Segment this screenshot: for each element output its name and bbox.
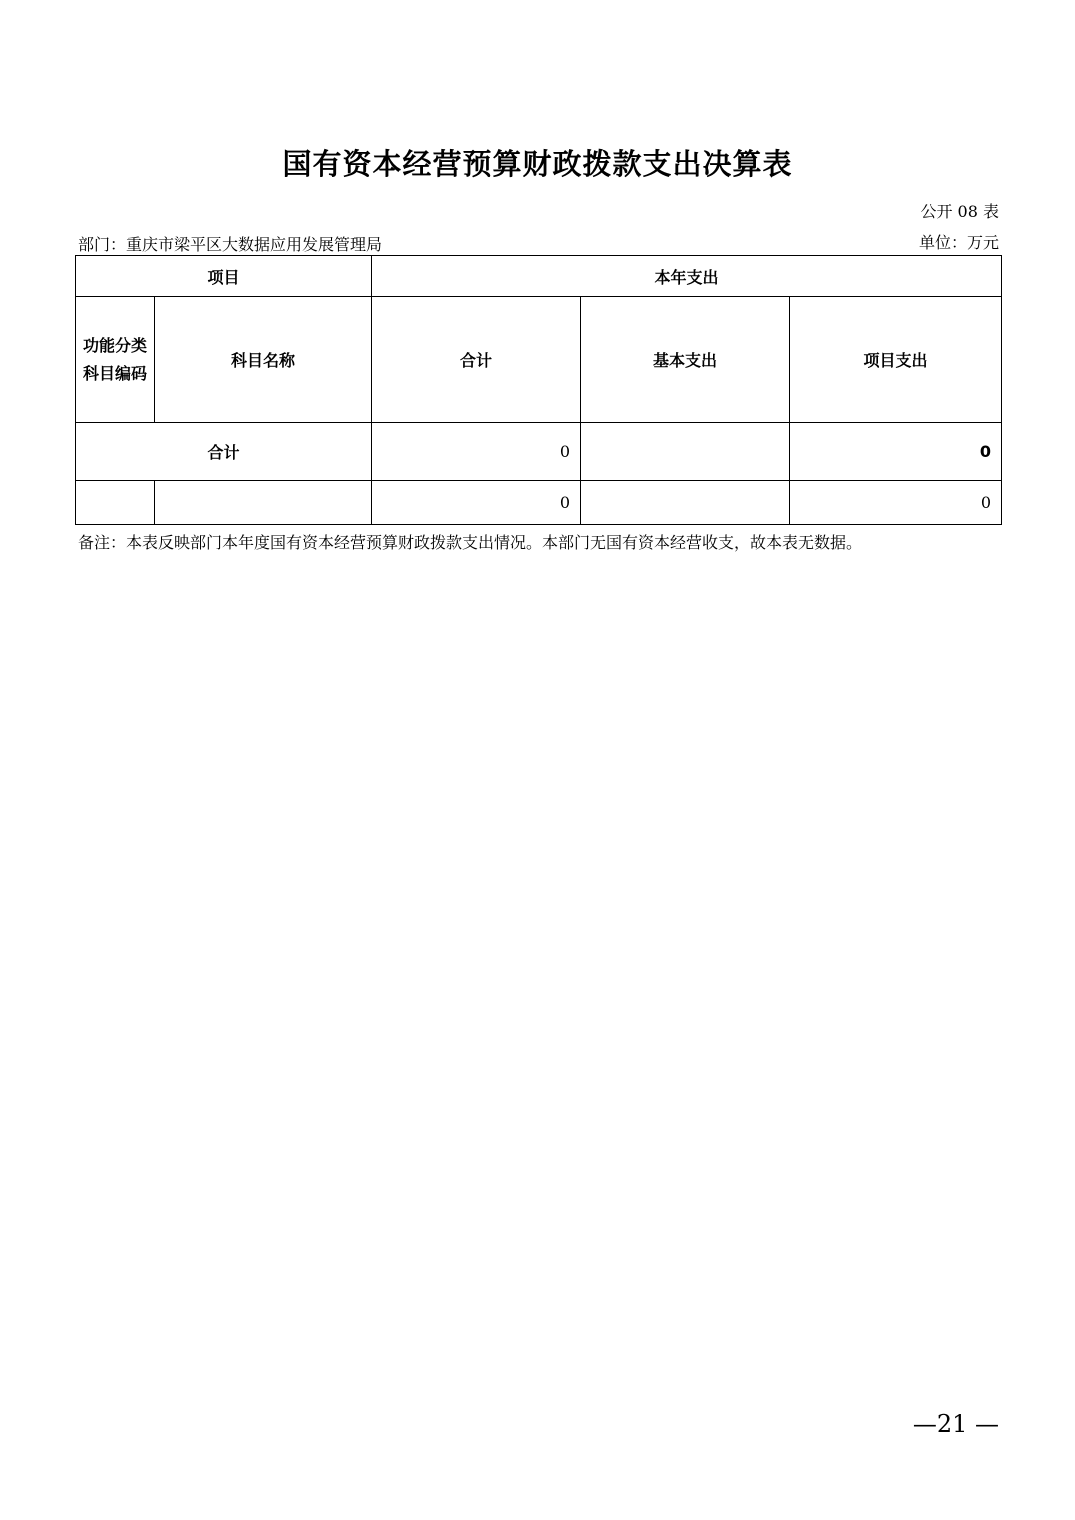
department-label: 部门：重庆市梁平区大数据应用发展管理局 (78, 235, 383, 254)
total-row (76, 423, 1002, 481)
row-project: 0 (790, 481, 1002, 525)
page-number: —21 — (912, 1410, 999, 1438)
document-title: 国有资本经营预算财政拨款支出决算表 (282, 147, 793, 181)
table-row (76, 481, 1002, 525)
row-code (76, 481, 155, 525)
header-subject-name: 科目名称 (155, 297, 372, 423)
header-basic-expense: 基本支出 (581, 297, 790, 423)
total-row-basic (581, 423, 790, 481)
table-header-row-2 (76, 297, 1002, 423)
header-function-code-line2: 科目编码 (82, 363, 147, 383)
row-total: 0 (372, 481, 581, 525)
header-function-code (76, 297, 155, 423)
header-function-code-line1: 功能分类 (82, 335, 147, 355)
row-basic (581, 481, 790, 525)
total-row-project: 0 (790, 423, 1002, 481)
form-number: 公开 08 表 (920, 202, 999, 221)
total-row-total: 0 (372, 423, 581, 481)
header-item: 项目 (76, 256, 372, 297)
total-row-label: 合计 (76, 423, 372, 481)
header-project-expense: 项目支出 (790, 297, 1002, 423)
header-total: 合计 (372, 297, 581, 423)
table-header-row-1 (76, 256, 1002, 297)
row-name (155, 481, 372, 525)
footnote: 备注：本表反映部门本年度国有资本经营预算财政拨款支出情况。本部门无国有资本经营收支，故本表无数据。 (78, 533, 863, 552)
header-current-year: 本年支出 (372, 256, 1002, 297)
budget-table (75, 255, 1002, 525)
unit-label: 单位：万元 (918, 233, 999, 252)
